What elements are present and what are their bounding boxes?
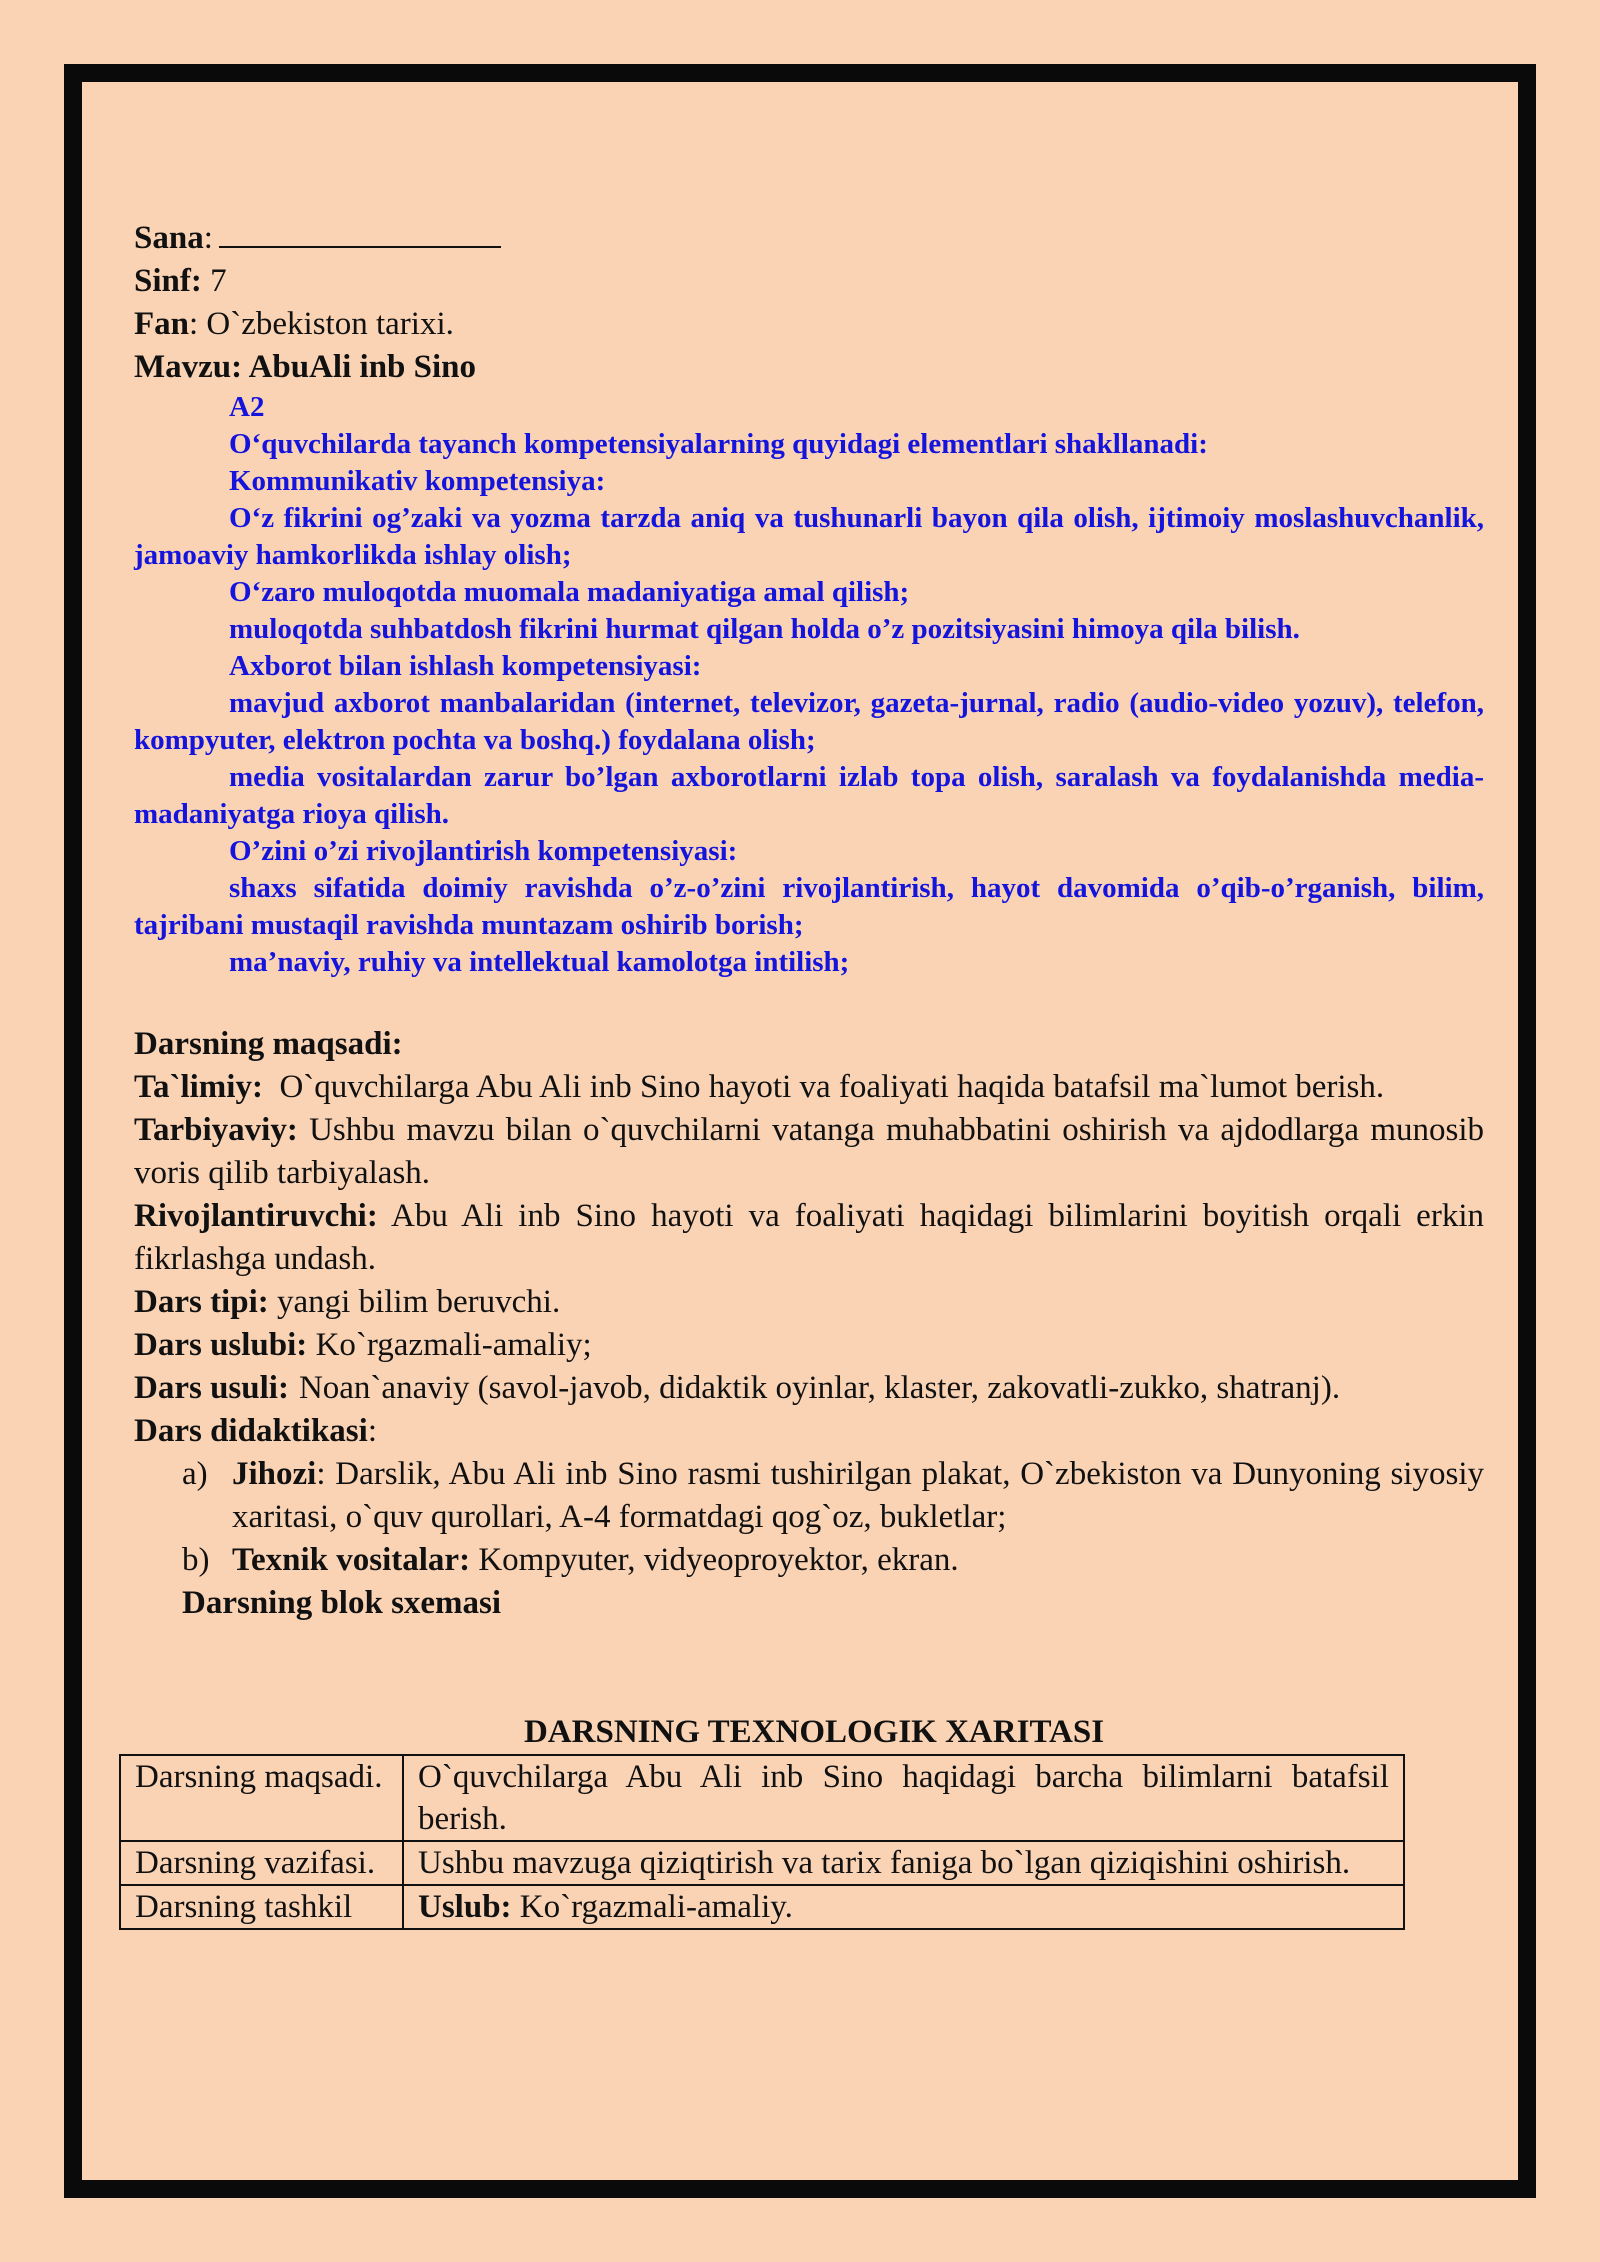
- list-item: [182, 1453, 1484, 1539]
- rivoj-label: Rivojlantiruvchi:: [134, 1198, 378, 1234]
- table-cell: Darsning maqsadi.: [120, 1755, 403, 1841]
- tipi-label: Dars tipi:: [134, 1284, 269, 1320]
- usuli-label: Dars usuli:: [134, 1370, 289, 1406]
- fan-label: Fan: [134, 306, 190, 342]
- competency-line: mavjud axborot manbalaridan (internet, televizor, gazeta-jurnal, radio (audio-video yozuv), telefon, kompyuter, elektron pochta va boshq.) foydalana olish;: [134, 687, 1484, 756]
- document-body: [134, 216, 1484, 1930]
- tarbiyaviy-goal: [134, 1109, 1484, 1195]
- table-cell: [403, 1885, 1404, 1929]
- table-row: [120, 1755, 1404, 1841]
- uslub-text: Ko`rgazmali-amaliy.: [519, 1889, 793, 1925]
- competency-line: Kommunikativ kompetensiya:: [229, 465, 606, 497]
- sinf-label: Sinf:: [134, 263, 202, 299]
- dars-tipi: [134, 1281, 1484, 1324]
- competency-line: Axborot bilan ishlash kompetensiyasi:: [229, 650, 702, 682]
- texnik-text: Kompyuter, vidyeoproyektor, ekran.: [478, 1542, 959, 1578]
- competency-line: O‘quvchilarda tayanch kompetensiyalarning quyidagi elementlari shakllanadi:: [229, 428, 1208, 460]
- blok-sxema-text: Darsning blok sxemasi: [182, 1585, 502, 1621]
- list-marker: b): [182, 1542, 210, 1578]
- sinf-line: [134, 260, 1484, 303]
- dars-usuli: [134, 1367, 1484, 1410]
- competency-line: muloqotda suhbatdosh fikrini hurmat qilgan holda o’z pozitsiyasini himoya qila bilish.: [229, 613, 1300, 645]
- rivoj-goal: [134, 1195, 1484, 1281]
- talimiy-text: O`quvchilarga Abu Ali inb Sino hayoti va foaliyati haqida batafsil ma`lumot berish.: [279, 1069, 1385, 1105]
- tarbiyaviy-text: Ushbu mavzu bilan o`quvchilarni vatanga muhabbatini oshirish va ajdodlarga munosib voris qilib tarbiyalash.: [134, 1112, 1485, 1191]
- jihozi-label: Jihozi: [232, 1456, 317, 1492]
- table-cell: O`quvchilarga Abu Ali inb Sino haqidagi barcha bilimlarni batafsil berish.: [403, 1755, 1404, 1841]
- list-marker: a): [182, 1456, 208, 1492]
- talimiy-label: Ta`limiy:: [134, 1069, 263, 1105]
- uslubi-text: Ko`rgazmali-amaliy;: [315, 1327, 592, 1363]
- uslubi-label: Dars uslubi:: [134, 1327, 308, 1363]
- talimiy-goal: [134, 1066, 1484, 1109]
- mavzu-title: Mavzu: AbuAli inb Sino: [134, 349, 477, 385]
- competencies-block: [134, 389, 1484, 981]
- goals-heading: [134, 1023, 1484, 1066]
- fan-line: [134, 303, 1484, 346]
- jihozi-text: : Darslik, Abu Ali inb Sino rasmi tushirilgan plakat, O`zbekiston va Dunyoning siyosiy xaritasi, o`quv qurollari, A-4 formatdagi qog`oz, bukletlar;: [232, 1456, 1484, 1535]
- fan-value: : O`zbekiston tarixi.: [189, 306, 454, 342]
- blok-sxema-heading: [182, 1582, 1484, 1625]
- didaktika-list: [182, 1453, 1484, 1582]
- table-row: [120, 1841, 1404, 1885]
- sana-blank: [219, 216, 501, 248]
- usuli-text: Noan`anaviy (savol-javob, didaktik oyinlar, klaster, zakovatli-zukko, shatranj).: [298, 1370, 1341, 1406]
- competency-line: A2: [229, 391, 265, 423]
- list-item: [182, 1539, 1484, 1582]
- table-cell: Darsning tashkil: [120, 1885, 403, 1929]
- dars-uslubi: [134, 1324, 1484, 1367]
- competency-line: O‘zaro muloqotda muomala madaniyatiga amal qilish;: [229, 576, 910, 608]
- tech-map-table: [119, 1754, 1405, 1930]
- competency-line: O’zini o’zi rivojlantirish kompetensiyasi:: [229, 835, 738, 867]
- rivoj-text: Abu Ali inb Sino hayoti va foaliyati haqidagi bilimlarini boyitish orqali erkin fikrlashga undash.: [134, 1198, 1484, 1277]
- competency-line: media vositalardan zarur bo’lgan axborotlarni izlab topa olish, saralash va foydalanishda media-madaniyatga rioya qilish.: [134, 761, 1484, 830]
- goals-heading-text: Darsning maqsadi:: [134, 1026, 403, 1062]
- competency-line: shaxs sifatida doimiy ravishda o’z-o’zini rivojlantirish, hayot davomida o’qib-o’rganish, bilim, tajribani mustaqil ravishda muntazam oshirib borish;: [134, 872, 1484, 941]
- table-cell: Ushbu mavzuga qiziqtirish va tarix faniga bo`lgan qiziqishini oshirish.: [403, 1841, 1404, 1885]
- competency-line: O‘z fikrini og’zaki va yozma tarzda aniq va tushunarli bayon qila olish, ijtimoiy moslashuvchanlik, jamoaviy hamkorlikda ishlay olish;: [134, 502, 1484, 571]
- uslub-label: Uslub:: [418, 1889, 512, 1925]
- table-title: DARSNING TEXNOLOGIK XARITASI: [523, 1714, 1105, 1750]
- didaktika-label: Dars didaktikasi: [134, 1413, 368, 1449]
- tipi-text: yangi bilim beruvchi.: [277, 1284, 561, 1320]
- sana-line: Sana:: [134, 216, 1484, 260]
- mavzu-line: [134, 346, 1484, 389]
- texnik-label: Texnik vositalar:: [232, 1542, 471, 1578]
- sinf-value: 7: [210, 263, 227, 299]
- table-row: [120, 1885, 1404, 1929]
- dars-didaktikasi: Dars didaktikasi:: [134, 1413, 377, 1449]
- table-cell: Darsning vazifasi.: [120, 1841, 403, 1885]
- sana-label: Sana: [134, 220, 204, 256]
- tarbiyaviy-label: Tarbiyaviy:: [134, 1112, 298, 1148]
- competency-line: ma’naviy, ruhiy va intellektual kamolotga intilish;: [229, 946, 850, 978]
